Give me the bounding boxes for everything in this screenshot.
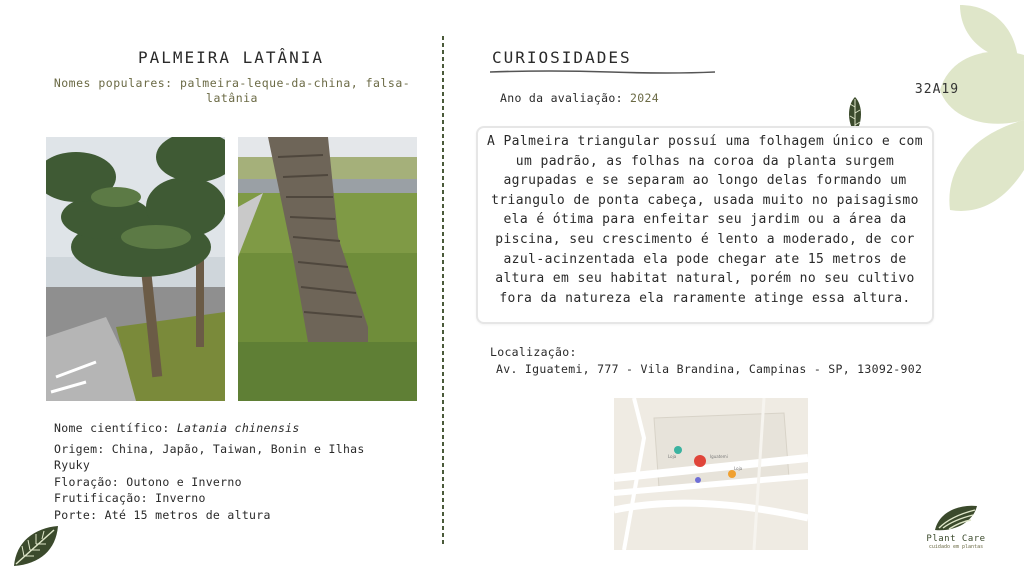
palm-photo bbox=[46, 137, 225, 401]
scientific-value: Latania chinensis bbox=[176, 421, 300, 435]
location-label: Localização: bbox=[490, 345, 577, 359]
brand-logo bbox=[918, 502, 994, 550]
origin: Origem: China, Japão, Taiwan, Bonin e Ilhas Ryuky bbox=[54, 441, 365, 472]
popular-names: Nomes populares: palmeira-leque-da-china, falsa-latânia bbox=[53, 76, 411, 105]
plant-care-logo-icon bbox=[931, 502, 981, 532]
scientific-label: Nome científico: bbox=[54, 421, 170, 435]
description-text: A Palmeira triangular possuí uma folhagem único e com um padrão, as folhas na coroa da planta surgem agrupadas e se separam ao longo delas formando um triangulo de ponta cabeça, usada muito no paisagismo ela é ótima para enfeitar seu jardim ou a área da piscina, seu crescimento é lento a moderado, de cor azul-acinzentada ela pode chegar ate 15 metros de altura em seu habitat natural, porém no seu cultivo fora da natureza ela raramente atinge essa altura. bbox=[486, 134, 923, 306]
svg-text:Loja: Loja bbox=[668, 454, 677, 459]
flowering: Floração: Outono e Inverno bbox=[54, 474, 242, 489]
size: Porte: Até 15 metros de altura bbox=[54, 507, 271, 522]
svg-text:Iguatemi: Iguatemi bbox=[710, 454, 728, 459]
location-address: Av. Iguatemi, 777 - Vila Brandina, Campinas - SP, 13092-902 bbox=[496, 361, 923, 376]
plant-code: 32A19 bbox=[914, 82, 960, 97]
plant-title: PALMEIRA LATÂNIA bbox=[137, 48, 325, 67]
leaf-icon bbox=[10, 522, 62, 570]
description-card bbox=[476, 126, 934, 324]
trunk-photo bbox=[238, 137, 417, 401]
plant-code-badge bbox=[904, 78, 970, 97]
location bbox=[490, 344, 940, 377]
plant-details bbox=[54, 420, 384, 523]
evaluation-year bbox=[500, 90, 659, 107]
brand-name: Plant Care bbox=[926, 534, 986, 544]
section-title: CURIOSIDADES bbox=[492, 48, 632, 67]
svg-text:Loja: Loja bbox=[734, 466, 743, 471]
year-label: Ano da avaliação: bbox=[500, 91, 623, 105]
location-map[interactable] bbox=[614, 398, 808, 550]
title-underline bbox=[490, 69, 715, 75]
fruiting: Frutificação: Inverno bbox=[54, 491, 206, 505]
divider bbox=[438, 36, 448, 546]
scientific-name bbox=[54, 420, 384, 437]
year-value: 2024 bbox=[630, 91, 659, 105]
brand-tagline: cuidado em plantas bbox=[928, 544, 984, 550]
